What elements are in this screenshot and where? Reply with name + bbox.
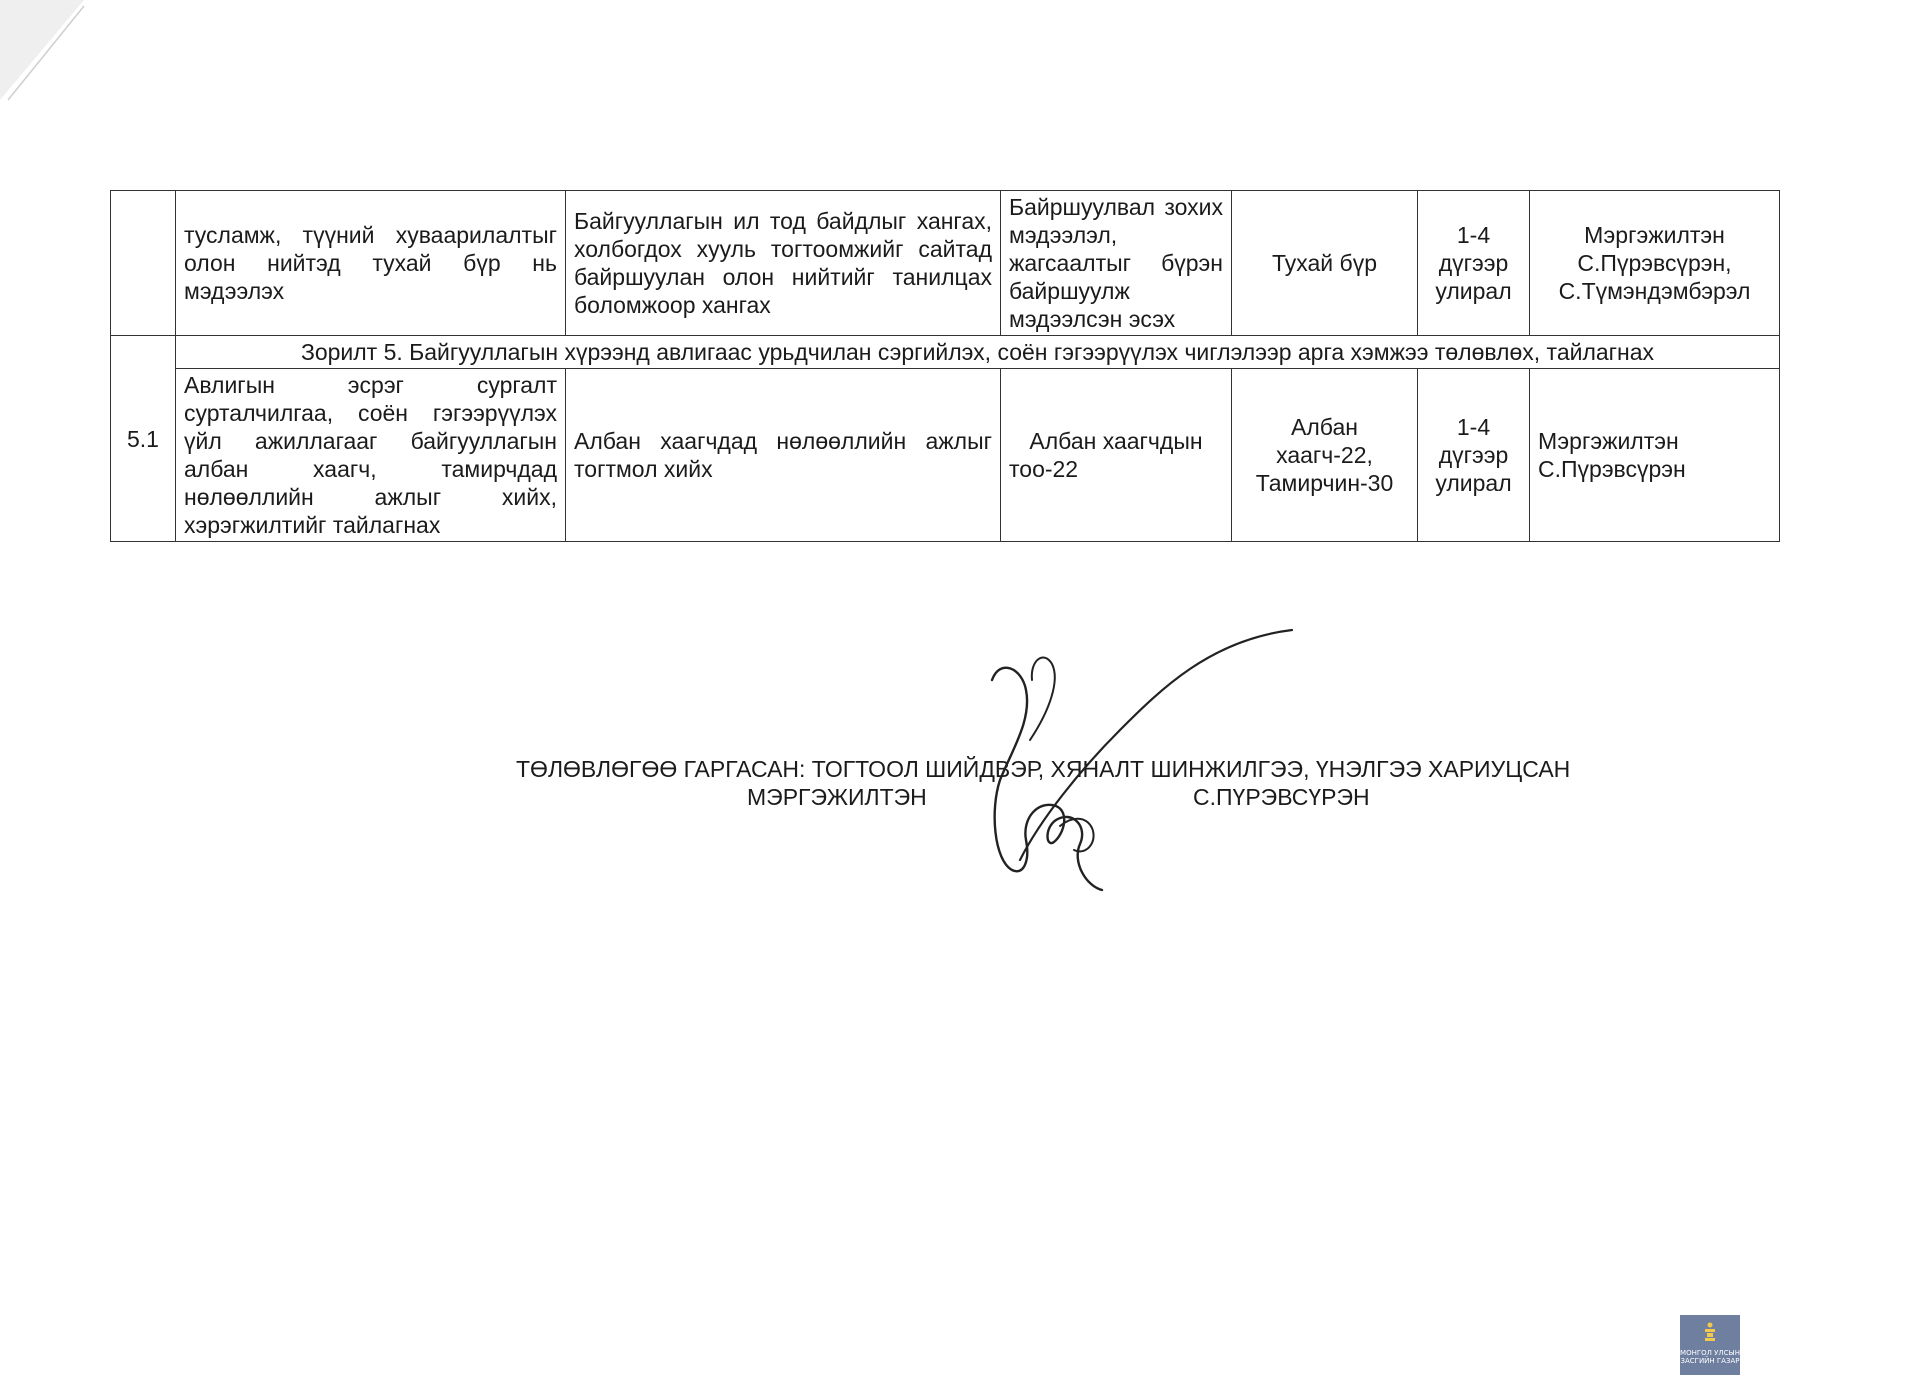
seal-text: МОНГОЛ УЛСЫН ЗАСГИЙН ГАЗАР bbox=[1680, 1349, 1740, 1365]
table-row bbox=[111, 191, 1780, 336]
soyombo-icon bbox=[1702, 1321, 1718, 1345]
row-number-cell: 5.1 bbox=[111, 336, 176, 542]
table-row bbox=[111, 369, 1780, 542]
timeline-cell: 1-4 дүгээр улирал bbox=[1418, 191, 1530, 336]
activity-cell: тусламж, түүний хуваарилалтыг олон нийтэд тухай бүр нь мэдээлэх bbox=[176, 191, 566, 336]
activity-cell: Авлигын эсрэг сургалт сурталчилгаа, соён гэгээрүүлэх үйл ажиллагааг байгууллагын албан хаагч, тамирчдад нөлөөллийн ажлыг хийх, хэрэгжилтийг тайлагнах bbox=[176, 369, 566, 542]
scan-corner-fold bbox=[0, 0, 90, 110]
signoff-name: С.ПҮРЭВСҮРЭН bbox=[1193, 784, 1370, 810]
signoff-role: МЭРГЭЖИЛТЭН bbox=[747, 784, 927, 810]
handwritten-signature bbox=[960, 620, 1310, 900]
responsible-cell: Мэргэжилтэн С.Пүрэвсүрэн bbox=[1530, 369, 1780, 542]
row-number-cell bbox=[111, 191, 176, 336]
criteria-cell: Байршуулвал зохих мэдээлэл, жагсаалтыг бүрэн байршуулж мэдээлсэн эсэх bbox=[1001, 191, 1232, 336]
indicator-cell: Албан хаагч-22, Тамирчин-30 bbox=[1232, 369, 1418, 542]
result-cell: Албан хаагчдад нөлөөллийн ажлыг тогтмол хийх bbox=[566, 369, 1001, 542]
signoff-title: ТӨЛӨВЛӨГӨӨ ГАРГАСАН: ТОГТООЛ ШИЙДВЭР, ХЯНАЛТ ШИНЖИЛГЭЭ, ҮНЭЛГЭЭ ХАРИУЦСАН bbox=[516, 756, 1571, 782]
indicator-cell: Тухай бүр bbox=[1232, 191, 1418, 336]
criteria-cell: Албан хаагчдын тоо-22 bbox=[1001, 369, 1232, 542]
responsible-cell: Мэргэжилтэн С.Пүрэвсүрэн, С.Түмэндэмбэрэл bbox=[1530, 191, 1780, 336]
timeline-cell: 1-4 дүгээр улирал bbox=[1418, 369, 1530, 542]
action-plan-table bbox=[110, 190, 1780, 542]
government-seal-logo bbox=[1680, 1315, 1740, 1375]
goal-row bbox=[111, 336, 1780, 369]
goal-heading-cell: Зорилт 5. Байгууллагын хүрээнд авлигаас урьдчилан сэргийлэх, соён гэгээрүүлэх чиглэлээр арга хэмжээ төлөвлөх, тайлагнах bbox=[176, 336, 1780, 369]
result-cell: Байгууллагын ил тод байдлыг хангах, холбогдох хууль тогтоомжийг сайтад байршуулан олон нийтийг танилцах боломжоор хангах bbox=[566, 191, 1001, 336]
